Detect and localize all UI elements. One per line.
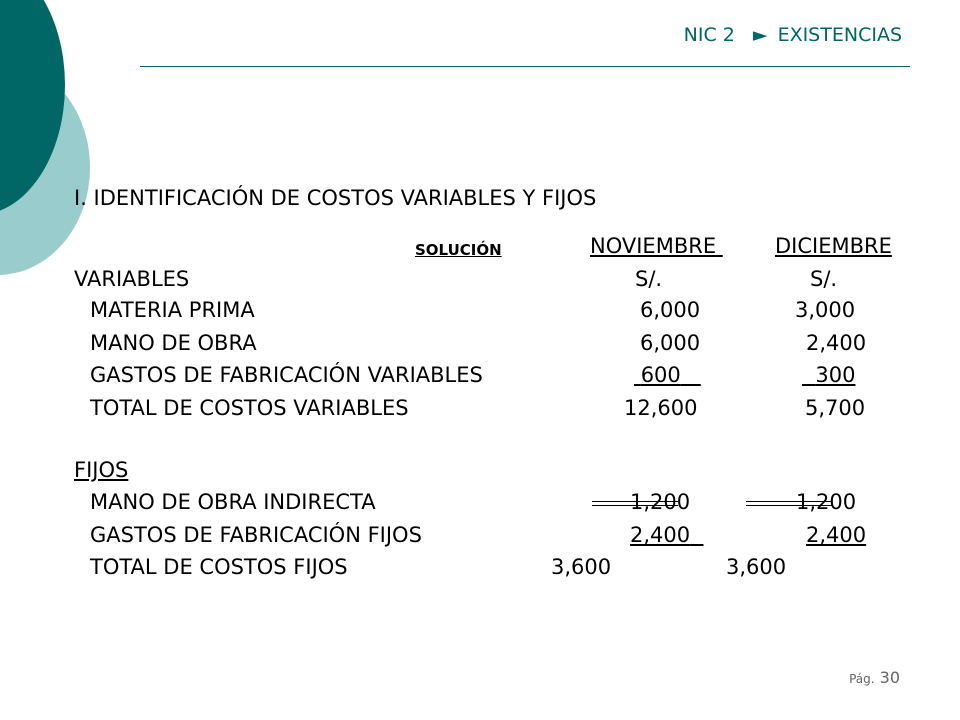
row-label-materia-prima: MATERIA PRIMA — [90, 298, 255, 322]
row-label-gastos-fijos: GASTOS DE FABRICACIÓN FIJOS — [90, 523, 422, 547]
row-label-mano-de-obra: MANO DE OBRA — [90, 331, 257, 355]
value-dec-mano-de-obra: 2,400 — [806, 331, 867, 355]
value-nov-gastos-fijos: 2,400 — [630, 523, 691, 547]
header-section: NIC 2 — [683, 24, 735, 46]
page-number-value: 30 — [879, 668, 900, 687]
slide-title: I. IDENTIFICACIÓN DE COSTOS VARIABLES Y FIJOS — [74, 186, 597, 210]
value-dec-gastos-variables: 300 — [815, 363, 856, 387]
slide-header — [680, 24, 902, 46]
row-label-gastos-variables: GASTOS DE FABRICACIÓN VARIABLES — [90, 363, 483, 387]
value-nov-total-fijos: 3,600 — [551, 555, 612, 579]
currency-november: S/. — [635, 267, 663, 291]
column-header-november: NOVIEMBRE — [590, 234, 717, 258]
value-dec-mano-obra-indirecta: 1,200 — [796, 490, 857, 514]
header-topic: EXISTENCIAS — [777, 24, 902, 46]
column-header-december: DICIEMBRE — [775, 234, 892, 258]
row-label-mano-obra-indirecta: MANO DE OBRA INDIRECTA — [90, 490, 376, 514]
value-dec-gastos-fijos: 2,400 — [806, 523, 867, 547]
page-number — [849, 668, 900, 687]
value-dec-materia-prima: 3,000 — [795, 298, 856, 322]
row-label-total-fijos: TOTAL DE COSTOS FIJOS — [90, 555, 348, 579]
page-label: Pág. — [849, 672, 875, 686]
fixed-label: FIJOS — [74, 458, 129, 482]
value-nov-mano-de-obra: 6,000 — [640, 331, 701, 355]
solution-label: SOLUCIÓN — [415, 241, 502, 259]
arrow-icon: ► — [752, 24, 768, 46]
value-dec-total-fijos: 3,600 — [726, 555, 787, 579]
value-nov-total-variables: 12,600 — [624, 396, 698, 420]
row-label-total-variables: TOTAL DE COSTOS VARIABLES — [90, 396, 409, 420]
header-divider — [140, 66, 910, 67]
currency-december: S/. — [810, 267, 838, 291]
value-nov-materia-prima: 6,000 — [640, 298, 701, 322]
variables-label: VARIABLES — [74, 267, 190, 291]
value-dec-total-variables: 5,700 — [805, 396, 866, 420]
value-nov-gastos-variables: 600 — [640, 363, 681, 387]
value-nov-mano-obra-indirecta: 1,200 — [630, 490, 691, 514]
